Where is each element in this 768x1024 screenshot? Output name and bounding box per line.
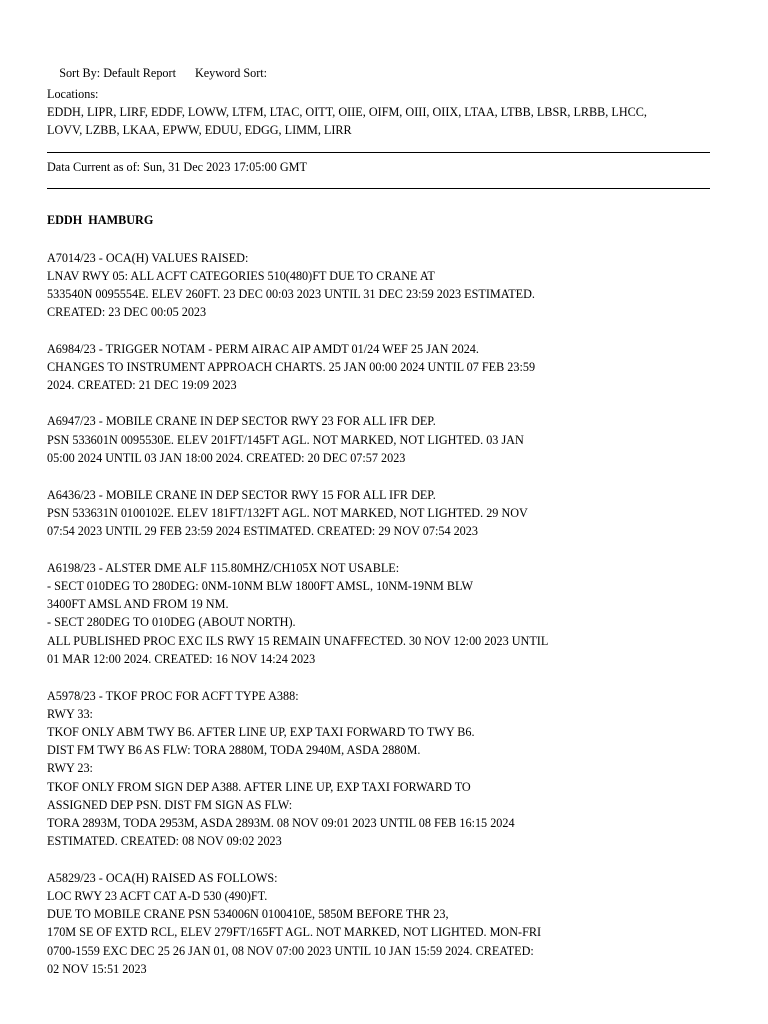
locations-line: EDDH, LIPR, LIRF, EDDF, LOWW, LTFM, LTAC, OITT, OIIE, OIFM, OIII, OIIX, LTAA, LTBB, LBSR, LRBB, LHCC, xyxy=(47,105,647,119)
notam-line: 2024. CREATED: 21 DEC 19:09 2023 xyxy=(47,378,237,392)
notam-line: RWY 33: xyxy=(47,707,93,721)
notam-line: - SECT 280DEG TO 010DEG (ABOUT NORTH). xyxy=(47,615,296,629)
locations-line: LOVV, LZBB, LKAA, EPWW, EDUU, EDGG, LIMM, LIRR xyxy=(47,123,352,137)
divider xyxy=(47,188,710,189)
notam-line: 01 MAR 12:00 2024. CREATED: 16 NOV 14:24 2023 xyxy=(47,652,316,666)
notam-line: RWY 23: xyxy=(47,761,93,775)
notam-line: A6984/23 - TRIGGER NOTAM - PERM AIRAC AIP AMDT 01/24 WEF 25 JAN 2024. xyxy=(47,342,479,356)
notam-line: LOC RWY 23 ACFT CAT A-D 530 (490)FT. xyxy=(47,889,268,903)
notam-line: A5829/23 - OCA(H) RAISED AS FOLLOWS: xyxy=(47,871,278,885)
notam-line: A6947/23 - MOBILE CRANE IN DEP SECTOR RWY 23 FOR ALL IFR DEP. xyxy=(47,414,436,428)
notam-line: DUE TO MOBILE CRANE PSN 534006N 0100410E, 5850M BEFORE THR 23, xyxy=(47,907,449,921)
notam-line: - SECT 010DEG TO 280DEG: 0NM-10NM BLW 1800FT AMSL, 10NM-19NM BLW xyxy=(47,579,474,593)
notam-line: 3400FT AMSL AND FROM 19 NM. xyxy=(47,597,229,611)
notam-line: 02 NOV 15:51 2023 xyxy=(47,962,147,976)
notam-line: ASSIGNED DEP PSN. DIST FM SIGN AS FLW: xyxy=(47,798,293,812)
notam-line: 05:00 2024 UNTIL 03 JAN 18:00 2024. CREATED: 20 DEC 07:57 2023 xyxy=(47,451,406,465)
locations-label: Locations: xyxy=(47,87,99,101)
notam-line: TKOF ONLY ABM TWY B6. AFTER LINE UP, EXP TAXI FORWARD TO TWY B6. xyxy=(47,725,475,739)
divider xyxy=(47,152,710,153)
section-title: EDDH HAMBURG xyxy=(47,213,154,227)
sort-by-label: Sort By: Default Report xyxy=(59,66,176,80)
notam-line: CHANGES TO INSTRUMENT APPROACH CHARTS. 25 JAN 00:00 2024 UNTIL 07 FEB 23:59 xyxy=(47,360,536,374)
notam-line: TORA 2893M, TODA 2953M, ASDA 2893M. 08 NOV 09:01 2023 UNTIL 08 FEB 16:15 2024 xyxy=(47,816,515,830)
notam-line: ALL PUBLISHED PROC EXC ILS RWY 15 REMAIN UNAFFECTED. 30 NOV 12:00 2023 UNTIL xyxy=(47,634,549,648)
notam-line: 170M SE OF EXTD RCL, ELEV 279FT/165FT AGL. NOT MARKED, NOT LIGHTED. MON-FRI xyxy=(47,925,542,939)
notam-line: A6198/23 - ALSTER DME ALF 115.80MHZ/CH105X NOT USABLE: xyxy=(47,561,400,575)
notam-line: A7014/23 - OCA(H) VALUES RAISED: xyxy=(47,251,249,265)
notam-line: ESTIMATED. CREATED: 08 NOV 09:02 2023 xyxy=(47,834,282,848)
keyword-sort-label: Keyword Sort: xyxy=(194,66,268,80)
notam-line: DIST FM TWY B6 AS FLW: TORA 2880M, TODA 2940M, ASDA 2880M. xyxy=(47,743,421,757)
notam-line: TKOF ONLY FROM SIGN DEP A388. AFTER LINE UP, EXP TAXI FORWARD TO xyxy=(47,780,471,794)
notam-line: CREATED: 23 DEC 00:05 2023 xyxy=(47,305,207,319)
notam-line: A6436/23 - MOBILE CRANE IN DEP SECTOR RWY 15 FOR ALL IFR DEP. xyxy=(47,488,436,502)
notam-line: LNAV RWY 05: ALL ACFT CATEGORIES 510(480)FT DUE TO CRANE AT xyxy=(47,269,435,283)
notam-line: PSN 533601N 0095530E. ELEV 201FT/145FT AGL. NOT MARKED, NOT LIGHTED. 03 JAN xyxy=(47,433,524,447)
notam-line: 0700-1559 EXC DEC 25 26 JAN 01, 08 NOV 07:00 2023 UNTIL 10 JAN 15:59 2024. CREATED: xyxy=(47,944,534,958)
notam-line: 07:54 2023 UNTIL 29 FEB 23:59 2024 ESTIMATED. CREATED: 29 NOV 07:54 2023 xyxy=(47,524,478,538)
data-current-timestamp: Data Current as of: Sun, 31 Dec 2023 17:05:00 GMT xyxy=(47,160,307,174)
notam-line: 533540N 0095554E. ELEV 260FT. 23 DEC 00:03 2023 UNTIL 31 DEC 23:59 2023 ESTIMATED. xyxy=(47,287,535,301)
notam-line: PSN 533631N 0100102E. ELEV 181FT/132FT AGL. NOT MARKED, NOT LIGHTED. 29 NOV xyxy=(47,506,528,520)
notam-line: A5978/23 - TKOF PROC FOR ACFT TYPE A388: xyxy=(47,689,299,703)
